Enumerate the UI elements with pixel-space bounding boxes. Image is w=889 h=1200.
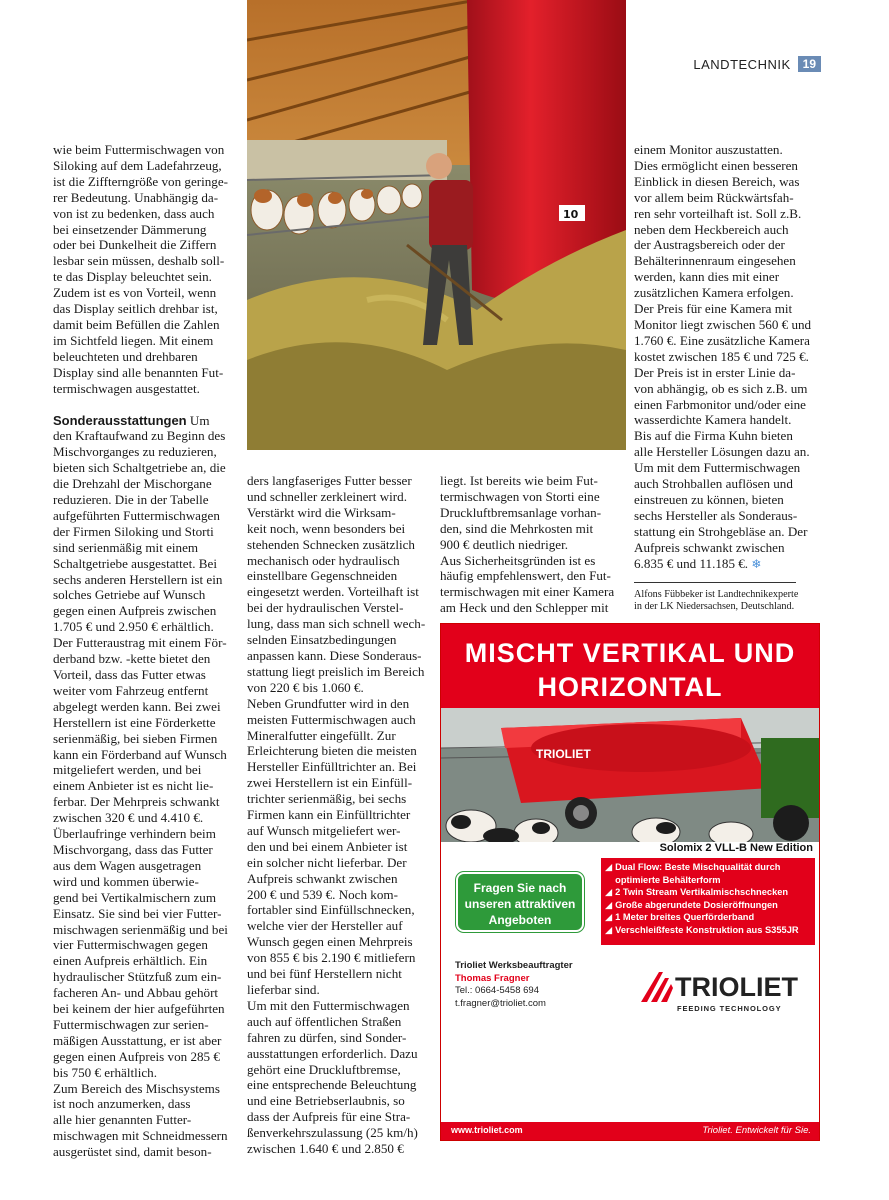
feature-item: ◢ Dual Flow: Beste Mischqualität durch optimierte Behälterform xyxy=(605,862,781,885)
text-column-1 xyxy=(53,142,239,1160)
page-number: 19 xyxy=(798,56,821,72)
feature-item: ◢ 2 Twin Stream Vertikalmischschnecken xyxy=(605,887,789,898)
machine-brand: TRIOLIET xyxy=(536,747,591,761)
feature-item: ◢ Große abgerundete Dosieröffnungen xyxy=(605,899,778,910)
ad-machine-photo xyxy=(441,708,820,842)
offer-cta-button[interactable]: Fragen Sie nach unseren attraktiven Angeboten xyxy=(456,872,584,932)
rep-name: Thomas Fragner xyxy=(455,972,530,984)
paragraph: ders langfaseriges Futter besser und schneller zerkleinert wird. Verstärkt wird die Wirksam- keit noch, wenn besonders bei stehenden Schnecken zusätzlich mechanisch oder hydraulisch einstellbare Gegenschneiden eingesetzt werden. Vorteilhaft ist bei der hydraulischen Verstel- lung, dass man sich schnell wech- selnden Einsatzbedingungen anpassen kann. Diese Sonderaus- stattung liegt preislich im Bereich von 220 € bis 1.060 €. Neben Grundfutter wird in den meisten Futtermischwagen auch Mineralfutter eingefüllt. Zur Erleichterung bieten die meisten Hersteller Einfülltrichter an. Bei zwei Herstellern ist ein Einfüll- trichter serienmäßig, bei sechs Firmen kann ein Einfülltrichter auf Wunsch mitgeliefert wer- den und bei einem Anbieter ist ein solcher nicht lieferbar. Der Aufpreis schwankt zwischen 200 € und 539 €. Noch kom- fortabler sind Einfüllschnecken, welche vier der Hersteller auf Wunsch gegen einen Mehrpreis von 855 € bis 2.190 € mitliefern und bei fünf Herstellern nicht lieferbar sind. Um mit den Futtermischwagen auch auf öffentlichen Straßen fahren zu dürfen, sind Sonder- ausstattungen erforderlich. Dazu gehört eine Druckluftbremse, eine entsprechende Beleuchtung und eine Betriebserlaubnis, so dass der Aufpreis für eine Stra- ßenverkehrszulassung (25 km/h) zwischen 1.640 € und 2.850 € xyxy=(247,473,426,1157)
text-column-4 xyxy=(634,142,824,572)
section-title: LANDTECHNIK xyxy=(693,56,791,72)
end-mark-icon: ❄ xyxy=(751,556,762,571)
bullet-icon: ◢ xyxy=(605,924,613,935)
paragraph xyxy=(53,413,239,1161)
bullet-icon: ◢ xyxy=(605,887,613,898)
ad-footer xyxy=(441,1122,819,1140)
trioliet-logo-icon xyxy=(639,970,673,1004)
ad-slogan: Trioliet. Entwickelt für Sie. xyxy=(702,1125,811,1136)
feature-item: ◢ Verschleißfeste Konstruktion aus S355JR xyxy=(605,924,799,935)
feature-list xyxy=(601,858,815,945)
text-column-3 xyxy=(440,473,626,616)
subheading-sonderausstattungen: Sonderausstattungen xyxy=(53,412,187,428)
trioliet-advertisement[interactable] xyxy=(440,623,820,1141)
bullet-icon: ◢ xyxy=(605,862,613,872)
logo-tagline: FEEDING TECHNOLOGY xyxy=(677,1004,782,1013)
product-name: Solomix 2 VLL-B New Edition xyxy=(659,842,813,854)
text-column-2 xyxy=(247,473,433,1157)
paragraph xyxy=(634,142,824,572)
rep-title: Trioliet Werksbeauftragter xyxy=(455,960,573,971)
feature-item: ◢ 1 Meter breites Querförderband xyxy=(605,912,755,923)
website-link[interactable]: www.trioliet.com xyxy=(451,1125,523,1135)
logo-wordmark: TRIOLIET xyxy=(675,972,798,1002)
ad-info-panel xyxy=(441,842,820,1141)
barn-photo xyxy=(247,0,626,450)
paragraph: wie beim Futtermischwagen von Siloking auf dem Ladefahrzeug, ist die Ziffterngröße von geringe- rer Bedeutung. Unabhängig da- von ist zu bedenken, dass auch bei einsetzender Dämmerung oder bei Dunkelheit die Ziffern lesbar sein müssen, deshalb soll- te das Display beleuchtet sein. Zudem ist es von Vorteil, wenn das Display seitlich drehbar ist, damit beim Befüllen die Zahlen im Sichtfeld liegen. Mit einem beleuchteten und drehbaren Display sind alle benannten Fut- termischwagen ausgestattet. xyxy=(53,142,229,396)
bullet-icon: ◢ xyxy=(605,899,613,910)
paragraph: liegt. Ist bereits wie beim Fut- termischwagen von Storti eine Druckluftbremsanlage vorhan- den, sind die Mehrkosten mit 900 € deutlich niedriger. Aus Sicherheitsgründen ist es häufig empfehlenswert, den Fut- termischwagen mit einer Kamera am Heck und den Schlepper mit xyxy=(440,473,615,616)
rep-phone: Tel.: 0664-5458 694 xyxy=(455,985,539,996)
page-header xyxy=(693,56,821,72)
paragraph-text: einem Monitor auszustatten. Dies ermöglicht einen besseren Einblick in diesen Bereich, was vor allem beim Rückwärtsfah- ren sehr vorteilhaft ist. Soll z.B. neben dem Heckbereich auch der Austragsbereich oder der Behälterinnenraum eingesehen werden, kann dies mit einer zusätzlichen Kamera erfolgen. Der Preis für eine Kamera mit Monitor liegt zwischen 560 € und 1.760 €. Eine zusätzliche Kamera kostet zwischen 185 € und 725 €. Der Preis ist in erster Linie da- von abhängig, ob es sich z.B. um einen Farbmonitor und/oder eine wasserdichte Kamera handelt. Bis auf die Firma Kuhn bieten alle Hersteller Lösungen dazu an. Um mit dem Futtermischwagen auch Strohballen auflösen und einstreuen zu können, bieten sechs Hersteller als Sonderaus- stattung ein Strohgebläse an. Der Aufpreis schwankt zwischen 6.835 € und 11.185 €. xyxy=(634,142,812,571)
trioliet-logo xyxy=(639,970,799,1018)
rep-email-link[interactable]: t.fragner@trioliet.com xyxy=(455,997,546,1009)
paragraph-text: Um den Kraftaufwand zu Beginn des Mischvorganges zu reduzieren, bieten sich Schaltgetriebe an, die die Drehzahl der Mischorgane reduzieren. Die in der Tabelle aufgeführten Futtermischwagen der Firmen Siloking und Storti sind serienmäßig mit einem Schaltgetriebe ausgestattet. Bei sechs anderen Herstellern ist ein solches Getriebe auf Wunsch gegen einen Aufpreis zwischen 1.705 € und 2.950 € erhältlich. Der Futteraustrag mit einem För- derband bzw. -kette bietet den Vorteil, dass das Futter etwas weiter vom Fahrzeug entfernt abgelegt werden kann. Bei zwei Herstellern ist eine Förderkette serienmäßig, bei sieben Firmen kann ein Förderband auf Wunsch mitgeliefert werden, und bei einem Anbieter ist es nicht lie- ferbar. Der Mehrpreis schwankt zwischen 320 € und 4.410 €. Überlaufringe verhindern beim Mischvorgang, dass das Futter aus dem Wagen ausgetragen wird und kommen überwie- gend bei Vertikalmischern zum Einsatz. Sie sind bei vier Futter- mischwagen serienmäßig und bei vier Futtermischwagen gegen einen Aufpreis erhältlich. Ein hydraulischer Stützfuß zum ein- facheren An- und Abbau gehört bei keinem der hier aufgeführten Futtermischwagen zur serien- mäßigen Ausstattung, er ist aber gegen einen Aufpreis von 285 € bis 750 € erhältlich. Zum Bereich des Mischsystems ist noch anzumerken, dass alle hier genannten Futter- mischwagen mit Schneidmessern ausgerüstet sind, damit beson- xyxy=(53,412,228,1160)
author-divider xyxy=(634,582,796,583)
sales-rep-contact xyxy=(455,960,573,1010)
svg-text:10: 10 xyxy=(563,208,579,221)
author-note: Alfons Fübbeker ist Landtechnikexperte in der LK Niedersachsen, Deutschland. xyxy=(634,589,799,612)
bullet-icon: ◢ xyxy=(605,912,613,923)
ad-headline: MISCHT VERTIKAL UND HORIZONTAL xyxy=(464,638,796,702)
